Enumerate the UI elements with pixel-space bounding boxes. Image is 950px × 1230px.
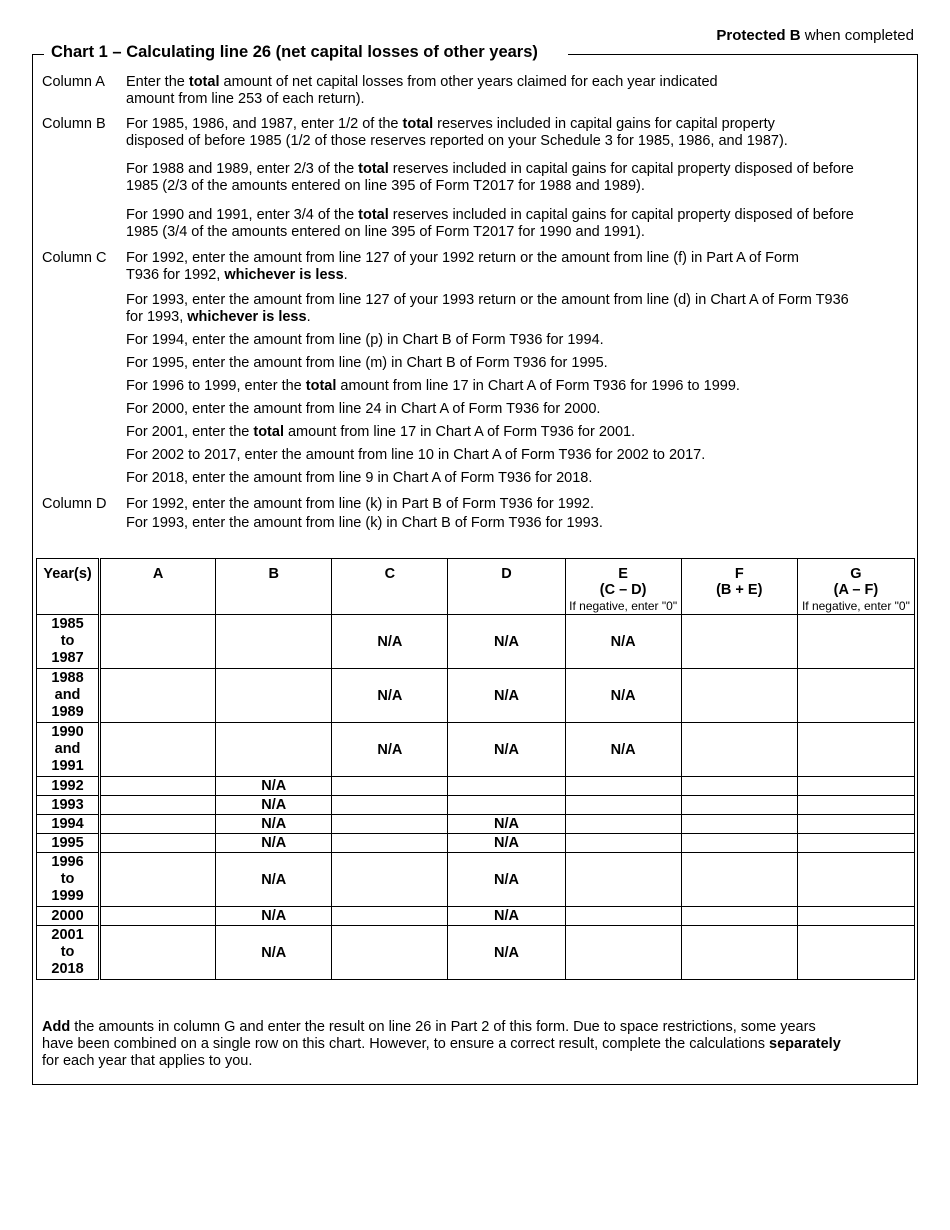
table-row [37,796,915,815]
year-cell: 1995 [37,834,100,853]
cell-d-na: N/A [448,723,565,777]
table-row [37,777,915,796]
column-d-label: Column D [42,496,107,512]
cell-b-na: N/A [216,777,332,796]
cell-c-input[interactable] [332,796,448,815]
frame-top-right-line [568,54,917,55]
column-a-label: Column A [42,74,105,90]
table-row [37,723,915,777]
table-row [37,834,915,853]
header-f: F (B + E) [681,559,797,615]
cell-d-na: N/A [448,853,565,907]
cell-g-input[interactable] [797,723,914,777]
cell-e-input[interactable] [565,907,681,926]
cell-d-na: N/A [448,926,565,980]
column-c-label: Column C [42,250,107,266]
cell-e-input[interactable] [565,926,681,980]
cell-a-input[interactable] [100,723,216,777]
cell-e-na: N/A [565,723,681,777]
cell-g-input[interactable] [797,669,914,723]
cell-f-input[interactable] [681,615,797,669]
table-row [37,926,915,980]
cell-f-input[interactable] [681,777,797,796]
protected-b-notice: Protected B when completed [716,27,914,44]
year-cell: 1988 and 1989 [37,669,100,723]
cell-d-input[interactable] [448,796,565,815]
header-b: B [216,559,332,615]
cell-d-na: N/A [448,615,565,669]
year-cell: 1990 and 1991 [37,723,100,777]
header-d: D [448,559,565,615]
cell-c-na: N/A [332,669,448,723]
cell-f-input[interactable] [681,907,797,926]
table-row [37,815,915,834]
year-cell: 2001 to 2018 [37,926,100,980]
cell-e-na: N/A [565,669,681,723]
cell-d-input[interactable] [448,777,565,796]
table-row [37,669,915,723]
cell-g-input[interactable] [797,815,914,834]
table-row [37,853,915,907]
cell-f-input[interactable] [681,723,797,777]
cell-b-na: N/A [216,853,332,907]
chart-title: Chart 1 – Calculating line 26 (net capital losses of other years) [51,43,538,61]
year-cell: 1996 to 1999 [37,853,100,907]
cell-f-input[interactable] [681,815,797,834]
table-header-row [37,559,915,615]
cell-c-na: N/A [332,615,448,669]
cell-e-input[interactable] [565,796,681,815]
header-g: G (A – F) If negative, enter "0" [797,559,914,615]
cell-a-input[interactable] [100,615,216,669]
cell-f-input[interactable] [681,853,797,907]
cell-f-input[interactable] [681,796,797,815]
cell-c-input[interactable] [332,926,448,980]
cell-g-input[interactable] [797,926,914,980]
cell-d-na: N/A [448,669,565,723]
cell-g-input[interactable] [797,796,914,815]
cell-d-na: N/A [448,907,565,926]
loss-calculation-table [36,558,915,980]
cell-a-input[interactable] [100,853,216,907]
cell-c-input[interactable] [332,853,448,907]
cell-b-na: N/A [216,796,332,815]
cell-a-input[interactable] [100,815,216,834]
header-e: E (C – D) If negative, enter "0" [565,559,681,615]
frame-top-left-line [32,54,44,55]
cell-g-input[interactable] [797,834,914,853]
cell-c-input[interactable] [332,815,448,834]
cell-c-input[interactable] [332,907,448,926]
year-cell: 2000 [37,907,100,926]
cell-e-input[interactable] [565,853,681,907]
cell-a-input[interactable] [100,907,216,926]
header-years: Year(s) [37,559,100,615]
cell-c-input[interactable] [332,777,448,796]
year-cell: 1985 to 1987 [37,615,100,669]
year-cell: 1992 [37,777,100,796]
cell-a-input[interactable] [100,926,216,980]
table-row [37,907,915,926]
cell-f-input[interactable] [681,926,797,980]
cell-f-input[interactable] [681,834,797,853]
cell-e-input[interactable] [565,834,681,853]
cell-e-na: N/A [565,615,681,669]
cell-a-input[interactable] [100,796,216,815]
cell-b-input[interactable] [216,669,332,723]
cell-g-input[interactable] [797,615,914,669]
cell-e-input[interactable] [565,777,681,796]
year-cell: 1994 [37,815,100,834]
cell-a-input[interactable] [100,834,216,853]
cell-b-input[interactable] [216,615,332,669]
table-row [37,615,915,669]
cell-c-input[interactable] [332,834,448,853]
cell-b-na: N/A [216,834,332,853]
cell-e-input[interactable] [565,815,681,834]
header-a: A [100,559,216,615]
cell-g-input[interactable] [797,777,914,796]
cell-b-na: N/A [216,815,332,834]
cell-d-na: N/A [448,815,565,834]
year-cell: 1993 [37,796,100,815]
cell-b-input[interactable] [216,723,332,777]
footer-instruction: Add the amounts in column G and enter the result on line 26 in Part 2 of this form. Due to space restrictions, some years have been combined on a single row on this chart. However, to ensure a correct result, complete the calculations separately for each year that applies to you. [42,1019,841,1069]
cell-a-input[interactable] [100,669,216,723]
cell-a-input[interactable] [100,777,216,796]
cell-c-na: N/A [332,723,448,777]
header-c: C [332,559,448,615]
cell-b-na: N/A [216,926,332,980]
cell-d-na: N/A [448,834,565,853]
cell-g-input[interactable] [797,853,914,907]
column-b-label: Column B [42,116,106,132]
cell-g-input[interactable] [797,907,914,926]
cell-b-na: N/A [216,907,332,926]
cell-f-input[interactable] [681,669,797,723]
